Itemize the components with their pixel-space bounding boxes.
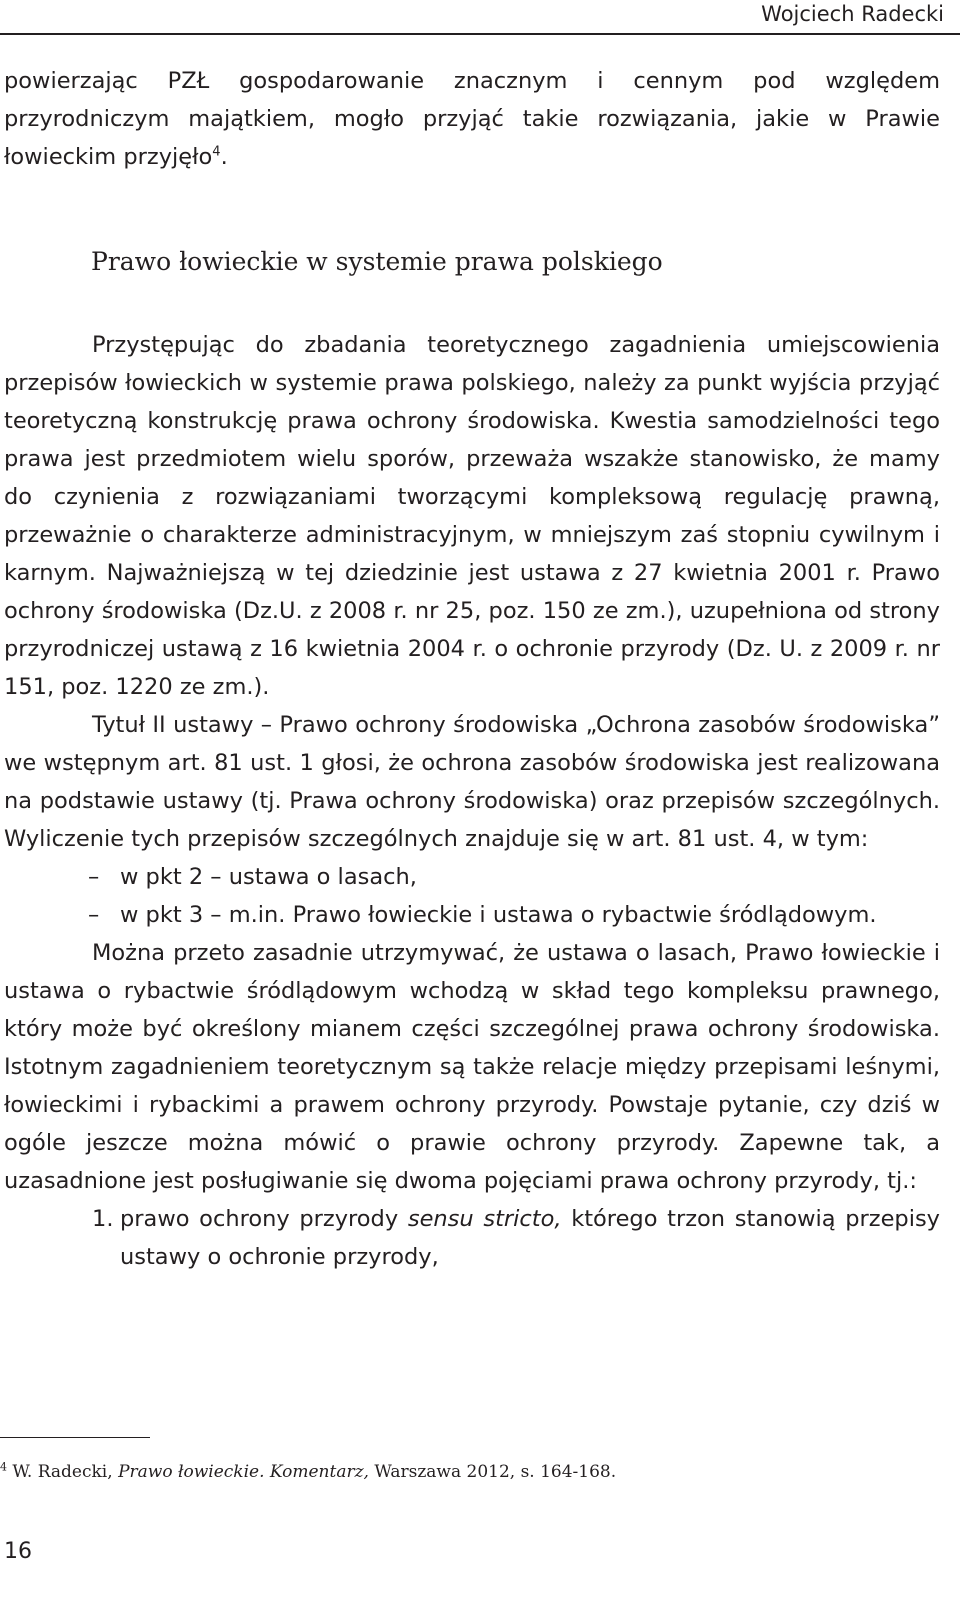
footnote-number: 4 xyxy=(0,1460,7,1474)
running-header-author: Wojciech Radecki xyxy=(761,2,944,26)
list-dash: – xyxy=(88,864,100,890)
list-dash: – xyxy=(88,902,100,928)
header-divider xyxy=(0,33,960,35)
list-item-text-before: prawo ochrony przyrody xyxy=(120,1206,408,1232)
dash-list xyxy=(4,858,940,934)
body-text xyxy=(4,326,940,1276)
footnote xyxy=(0,1462,616,1482)
footnote-title: Prawo łowieckie. Komentarz, xyxy=(118,1462,369,1482)
list-item xyxy=(4,858,940,896)
intro-end: . xyxy=(220,144,228,170)
numbered-list xyxy=(4,1200,940,1276)
intro-text: powierzając PZŁ gospodarowanie znacznym i cennym pod względem przyrodniczym majątkiem, mogło przyjąć takie rozwiązania, jakie w Prawie łowieckim przyjęło xyxy=(4,68,940,170)
list-item-text-after: którego trzon stanowią przepisy ustawy o ochronie przyrody, xyxy=(120,1206,940,1270)
section-heading: Prawo łowieckie w systemie prawa polskiego xyxy=(91,247,663,276)
list-item-text: w pkt 3 – m.in. Prawo łowieckie i ustawa o rybactwie śródlądowym. xyxy=(120,902,877,928)
footnote-divider xyxy=(0,1437,150,1438)
intro-paragraph xyxy=(4,62,940,176)
paragraph-2: Tytuł II ustawy – Prawo ochrony środowiska „Ochrona zasobów środowiska” we wstępnym art. 81 ust. 1 głosi, że ochrona zasobów środowiska jest realizowana na podstawie ustawy (tj. Prawa ochrony środowiska) oraz przepisów szczególnych. Wyliczenie tych przepisów szczególnych znajduje się w art. 81 ust. 4, w tym: xyxy=(4,712,940,852)
list-item xyxy=(4,896,940,934)
list-item-text: w pkt 2 – ustawa o lasach, xyxy=(120,864,417,890)
intro-paragraph-block xyxy=(4,62,940,176)
list-number: 1. xyxy=(92,1206,114,1232)
paragraph-3: Można przeto zasadnie utrzymywać, że ustawa o lasach, Prawo łowieckie i ustawa o rybactwie śródlądowym wchodzą w skład tego kompleksu prawnego, który może być określony mianem części szczególnej prawa ochrony środowiska. Istotnym zagadnieniem teoretycznym są także relacje między przepisami leśnymi, łowieckimi i rybackimi a prawem ochrony przyrody. Powstaje pytanie, czy dziś w ogóle jeszcze można mówić o prawie ochrony przyrody. Zapewne tak, a uzasadnione jest posługiwanie się dwoma pojęciami prawa ochrony przyrody, tj.: xyxy=(4,940,940,1194)
footnote-reference[interactable]: 4 xyxy=(212,144,221,160)
footnote-rest: Warszawa 2012, s. 164-168. xyxy=(368,1462,617,1482)
numbered-list-item xyxy=(4,1200,940,1276)
paragraph-1: Przystępując do zbadania teoretycznego zagadnienia umiejscowienia przepisów łowieckich w systemie prawa polskiego, należy za punkt wyjścia przyjąć teoretyczną konstrukcję prawa ochrony środowiska. Kwestia samodzielności tego prawa jest przedmiotem wielu sporów, przeważa wszakże stanowisko, że mamy do czynienia z rozwiązaniami tworzącymi kompleksową regulację prawną, przeważnie o charakterze administracyjnym, w mniejszym zaś stopniu cywilnym i karnym. Najważniejszą w tej dziedzinie jest ustawa z 27 kwietnia 2001 r. Prawo ochrony środowiska (Dz.U. z 2008 r. nr 25, poz. 150 ze zm.), uzupełniona od strony przyrodniczej ustawą z 16 kwietnia 2004 r. o ochronie przyrody (Dz. U. z 2009 r. nr 151, poz. 1220 ze zm.). xyxy=(4,332,940,700)
page-number: 16 xyxy=(4,1539,32,1564)
footnote-author: W. Radecki, xyxy=(7,1462,119,1482)
list-item-italic: sensu stricto, xyxy=(407,1206,562,1232)
